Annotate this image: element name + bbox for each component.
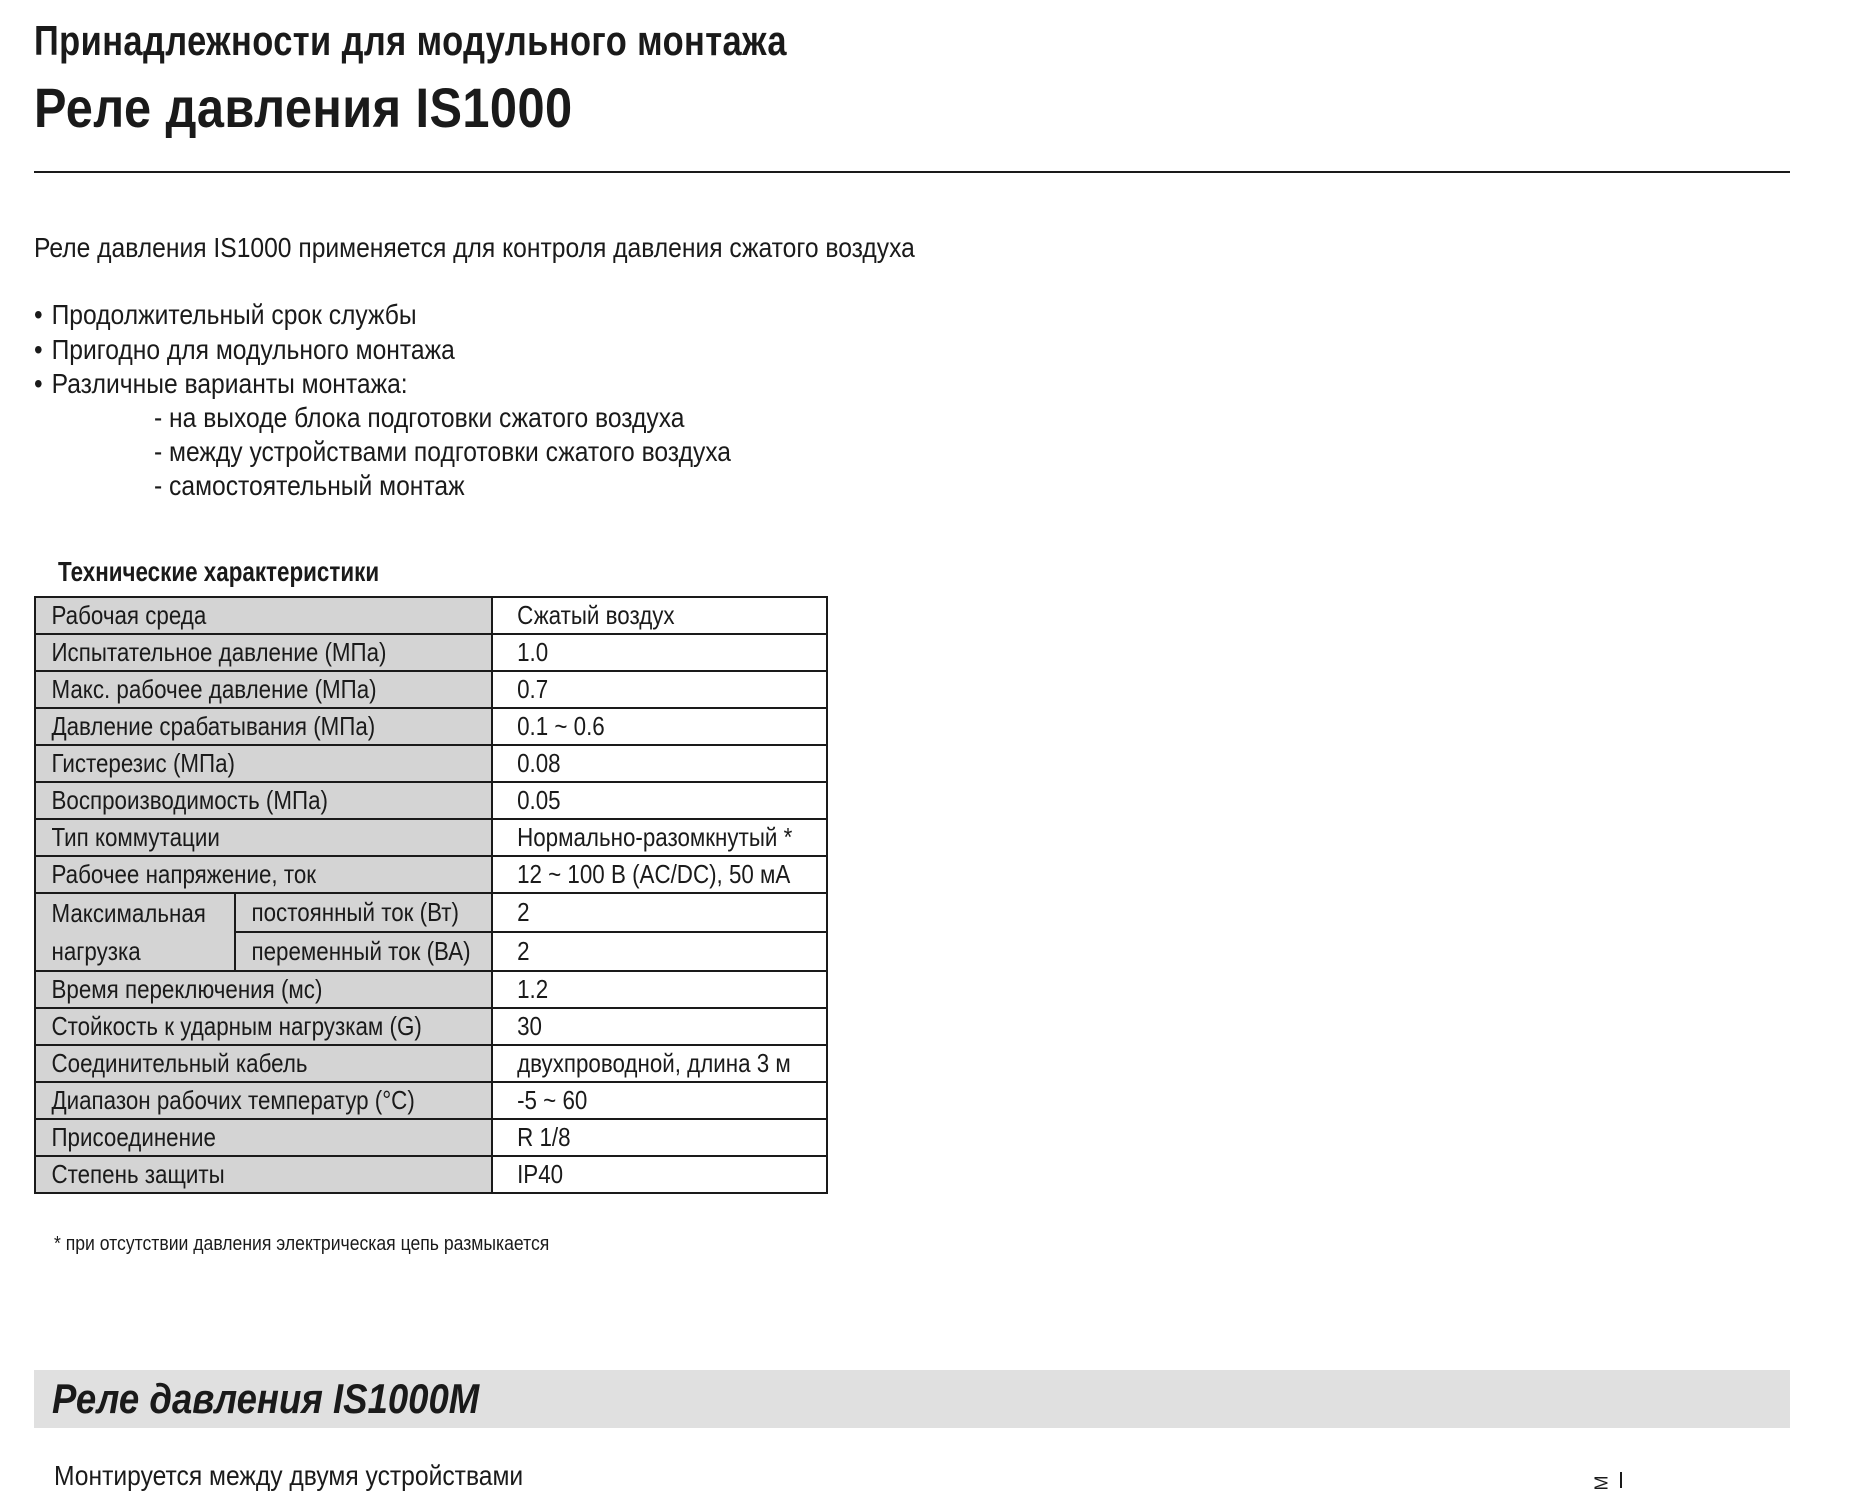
mount-option: - на выходе блока подготовки сжатого воздуха: [154, 402, 685, 433]
table-footnote: * при отсутствии давления электрическая цепь размыкается: [54, 1233, 550, 1255]
spec-value: 1.0: [492, 634, 827, 671]
table-row: [35, 1156, 827, 1193]
table-row: [35, 597, 827, 634]
table-row: [35, 856, 827, 893]
bullet-icon: •: [34, 299, 43, 330]
feature-item: [34, 333, 455, 368]
feature-item: [34, 367, 455, 402]
specs-heading: Технические характеристики: [58, 556, 380, 587]
spec-label: Стойкость к ударным нагрузкам (G): [35, 1008, 492, 1045]
spec-value: 0.7: [492, 671, 827, 708]
spec-value: Сжатый воздух: [492, 597, 827, 634]
spec-value: 1.2: [492, 971, 827, 1008]
spec-value: Нормально-разомкнутый *: [492, 819, 827, 856]
spec-label: Рабочее напряжение, ток: [35, 856, 492, 893]
spec-value: 0.08: [492, 745, 827, 782]
table-row: [35, 671, 827, 708]
feature-text: Продолжительный срок службы: [51, 299, 417, 330]
spec-label: Испытательное давление (МПа): [35, 634, 492, 671]
spec-label: Время переключения (мс): [35, 971, 492, 1008]
table-row: [35, 782, 827, 819]
spec-value: двухпроводной, длина 3 м: [492, 1045, 827, 1082]
table-row: [35, 1045, 827, 1082]
spec-label: Макс. рабочее давление (МПа): [35, 671, 492, 708]
spec-label: Диапазон рабочих температур (°C): [35, 1082, 492, 1119]
margin-mark: M: [1591, 1475, 1612, 1491]
title-divider: [34, 171, 1790, 173]
table-row: [35, 893, 827, 932]
bullet-icon: •: [34, 333, 43, 365]
feature-list: [34, 298, 455, 402]
max-load-label: Максимальная нагрузка: [35, 893, 235, 971]
spec-sublabel: постоянный ток (Вт): [235, 893, 492, 932]
table-row: [35, 745, 827, 782]
spec-value: 2: [492, 932, 827, 971]
spec-label: Гистерезис (МПа): [35, 745, 492, 782]
spec-label: Рабочая среда: [35, 597, 492, 634]
spec-value: 12 ~ 100 В (AC/DC), 50 мА: [492, 856, 827, 893]
spec-value: 0.05: [492, 782, 827, 819]
mount-option: - самостоятельный монтаж: [154, 470, 465, 501]
table-row: [35, 1082, 827, 1119]
spec-value: R 1/8: [492, 1119, 827, 1156]
spec-value: -5 ~ 60: [492, 1082, 827, 1119]
spec-label: Давление срабатывания (МПа): [35, 708, 492, 745]
section-text: Монтируется между двумя устройствами: [54, 1460, 524, 1491]
spec-label: Степень защиты: [35, 1156, 492, 1193]
table-row: [35, 971, 827, 1008]
spec-label: Соединительный кабель: [35, 1045, 492, 1082]
section-title: Реле давления IS1000M: [52, 1375, 480, 1422]
feature-text: Пригодно для модульного монтажа: [51, 333, 455, 365]
spec-value: 30: [492, 1008, 827, 1045]
spec-value: IP40: [492, 1156, 827, 1193]
table-row: [35, 819, 827, 856]
intro-text: Реле давления IS1000 применяется для контроля давления сжатого воздуха: [34, 232, 915, 263]
specs-table: [34, 596, 828, 1194]
supertitle: Принадлежности для модульного монтажа: [34, 17, 787, 64]
spec-value: 0.1 ~ 0.6: [492, 708, 827, 745]
feature-text: Различные варианты монтажа:: [51, 368, 408, 399]
bullet-icon: •: [34, 368, 43, 399]
table-row: [35, 1008, 827, 1045]
mount-option-list: [154, 401, 731, 503]
mount-option: - между устройствами подготовки сжатого воздуха: [154, 436, 732, 467]
spec-label: Присоединение: [35, 1119, 492, 1156]
table-row: [35, 634, 827, 671]
spec-value: 2: [492, 893, 827, 932]
table-row: [35, 1119, 827, 1156]
feature-item: [34, 298, 455, 333]
page-title: Реле давления IS1000: [34, 76, 573, 139]
spec-sublabel: переменный ток (ВА): [235, 932, 492, 971]
spec-label: Тип коммутации: [35, 819, 492, 856]
margin-line: [1620, 1472, 1622, 1488]
section-header-band: [34, 1370, 1790, 1428]
spec-label: Воспроизводимость (МПа): [35, 782, 492, 819]
table-row: [35, 708, 827, 745]
